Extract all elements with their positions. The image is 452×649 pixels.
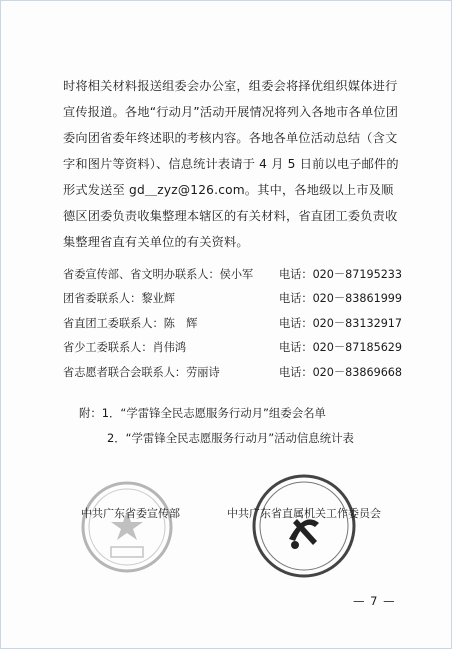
contact-phone: 电话：020－87195233 [279, 268, 403, 281]
attachments [79, 401, 354, 451]
contact-row [63, 263, 413, 287]
seal-stamp-right-icon [249, 471, 359, 581]
contact-person: 省少工委联系人：肖伟鸿 [63, 341, 187, 355]
contact-list [63, 263, 413, 385]
seal-stamp-left-icon [77, 477, 177, 577]
contact-person: 省委宣传部、省文明办联系人：侯小军 [63, 268, 254, 281]
contact-phone: 电话：020－83861999 [279, 292, 403, 306]
contact-person: 省志愿者联合会联系人：劳丽诗 [63, 365, 220, 379]
attachment-line-1: 附：1．“学雷锋全民志愿服务行动月”组委会名单 [79, 406, 326, 420]
contact-row [63, 287, 413, 311]
contact-row [63, 336, 413, 360]
signer-right: 中共广东省直属机关工作委员会 [227, 507, 381, 520]
contact-row [63, 361, 413, 385]
contact-person: 省直团工委联系人：陈 辉 [63, 316, 198, 330]
contact-row [63, 312, 413, 336]
signer-left: 中共广东省委宣传部 [81, 507, 180, 520]
contact-phone: 电话：020－83132917 [279, 316, 403, 330]
page-number: — 7 — [353, 594, 396, 608]
body-paragraph: 时将相关材料报送组委会办公室，组委会将择优组织媒体进行宣传报道。各地“行动月”活动开展情况将列入各地市各单位团委向团省委年终述职的考核内容。各地各单位活动总结（含文字和图片等资料）、信息统计表请于 4 月 5 日前以电子邮件的形式发送至 gd＿zyz@126.com。其中，各地级以上市及顺德区团委负责收集整理本辖区的有关材料，省直团工委负责收集整理省直有关单位的有关资料。 [63, 79, 399, 249]
attachment-line-2: 2．“学雷锋全民志愿服务行动月”活动信息统计表 [107, 431, 354, 445]
signature-area [69, 499, 409, 569]
body-paragraph-block [63, 73, 403, 255]
contact-phone: 电话：020－83869668 [279, 365, 403, 379]
contact-person: 团省委联系人：黎业辉 [63, 292, 175, 306]
contact-phone: 电话：020－87185629 [279, 341, 403, 355]
